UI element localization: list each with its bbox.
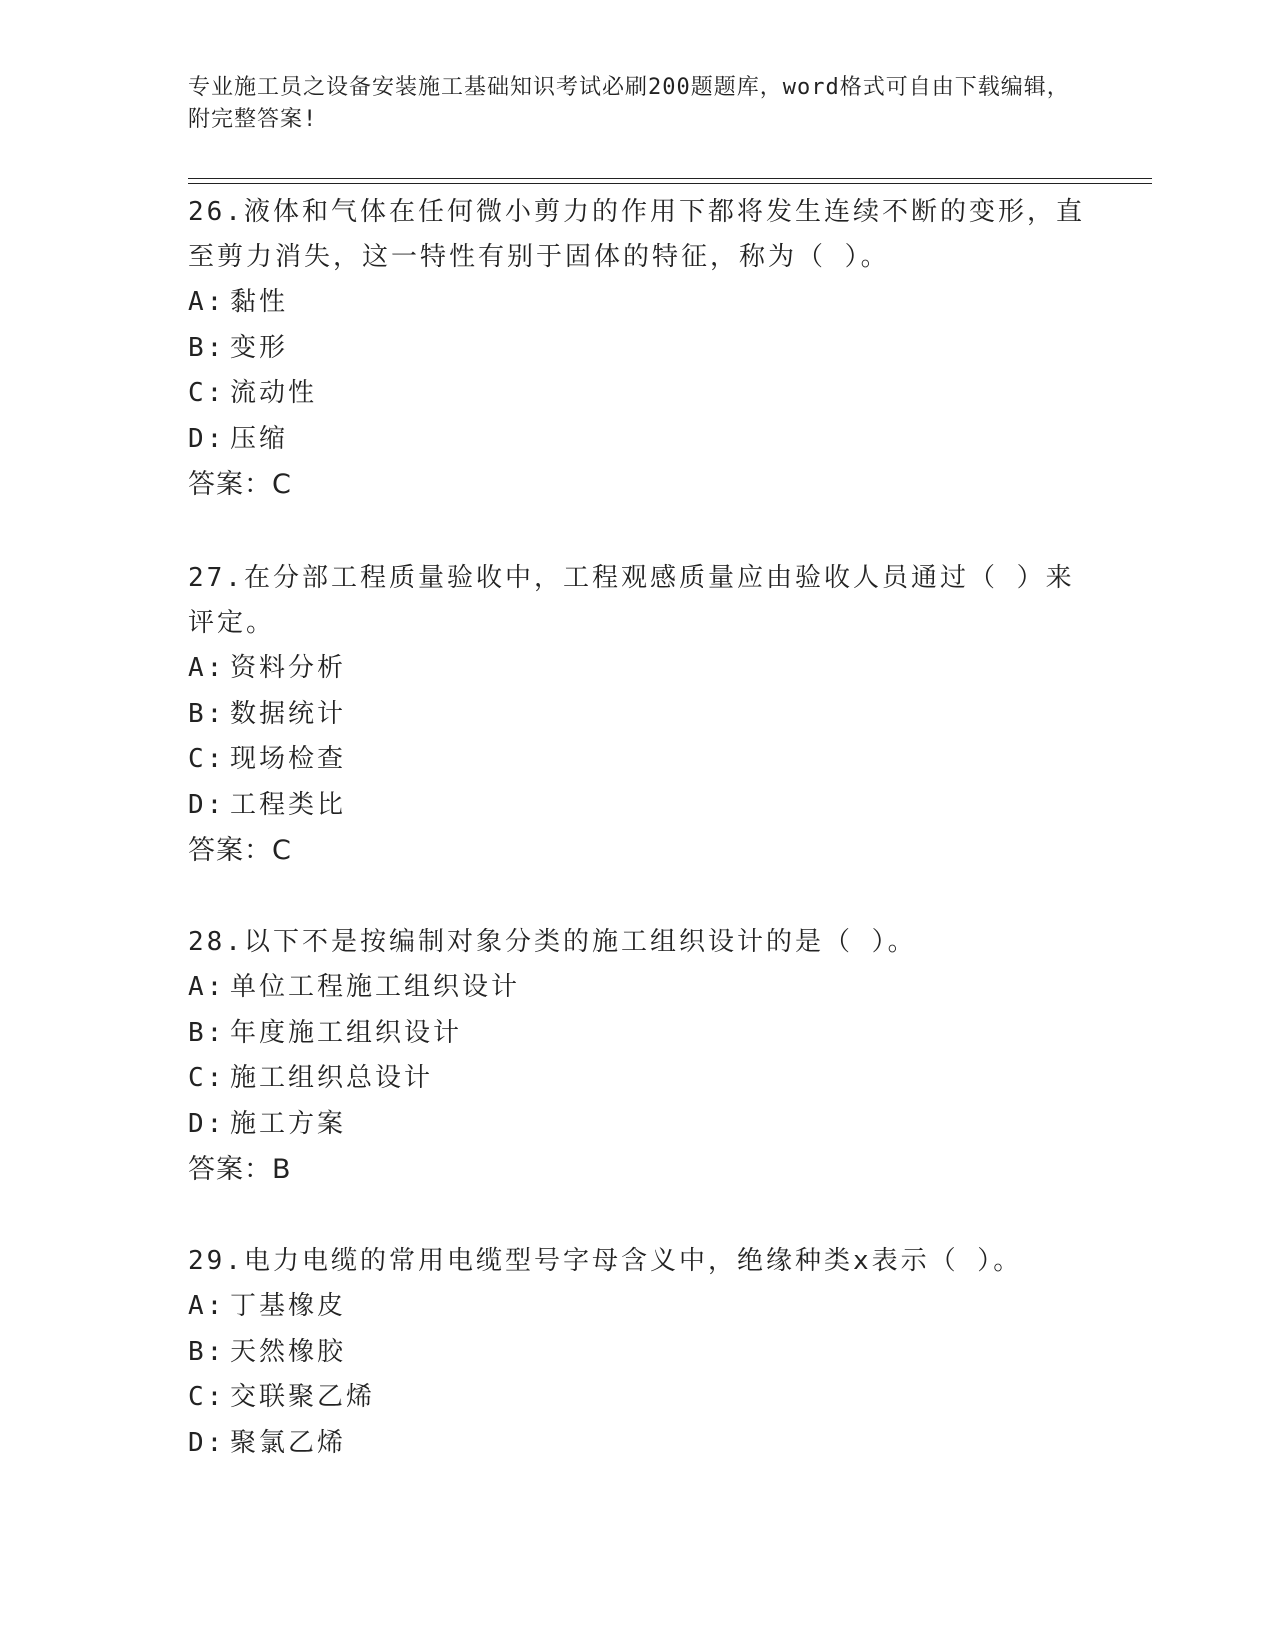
- option-text: 年度施工组织设计: [230, 1017, 463, 1048]
- option-letter: A:: [188, 653, 226, 683]
- option-letter: D:: [188, 1108, 226, 1139]
- option-c: [188, 1375, 1088, 1421]
- option-text: 黏性: [230, 287, 289, 317]
- option-text: 天然橡胶: [230, 1336, 347, 1367]
- option-letter: A:: [188, 287, 226, 317]
- question-29: [188, 1239, 1088, 1466]
- option-letter: C:: [188, 1382, 226, 1413]
- option-b: [188, 326, 1088, 372]
- option-text: 数据统计: [230, 698, 347, 729]
- option-letter: A:: [188, 972, 226, 1002]
- option-letter: D:: [188, 789, 226, 820]
- document-header: 专业施工员之设备安装施工基础知识考试必刷200题题库，word格式可自由下载编辑，附完整答案!: [188, 75, 1070, 132]
- option-letter: B:: [188, 698, 226, 729]
- option-d: [188, 783, 1088, 829]
- option-a: [188, 1284, 1088, 1330]
- option-letter: C:: [188, 1063, 226, 1094]
- option-b: [188, 1011, 1088, 1057]
- answer: 答案：B: [188, 1154, 292, 1186]
- question-stem: 28.以下不是按编制对象分类的施工组织设计的是（ ）。: [188, 927, 917, 957]
- question-stem: 27.在分部工程质量验收中，工程观感质量应由验收人员通过（ ）来评定。: [188, 563, 1075, 638]
- option-letter: D:: [188, 1427, 226, 1458]
- option-letter: D:: [188, 423, 226, 454]
- option-text: 现场检查: [230, 744, 347, 775]
- question-26: [188, 190, 1088, 508]
- option-d: [188, 1102, 1088, 1148]
- option-text: 工程类比: [230, 789, 347, 820]
- option-d: [188, 417, 1088, 463]
- option-b: [188, 692, 1088, 738]
- question-28: [188, 920, 1088, 1193]
- option-c: [188, 737, 1088, 783]
- option-c: [188, 371, 1088, 417]
- answer: 答案：C: [188, 469, 292, 501]
- option-text: 流动性: [230, 378, 318, 409]
- question-27: [188, 556, 1088, 874]
- option-text: 单位工程施工组织设计: [230, 972, 521, 1002]
- question-stem: 26.液体和气体在任何微小剪力的作用下都将发生连续不断的变形，直至剪力消失，这一特性有别于固体的特征，称为（ ）。: [188, 197, 1085, 272]
- option-text: 压缩: [230, 423, 289, 454]
- option-a: [188, 280, 1088, 326]
- option-text: 聚氯乙烯: [230, 1427, 347, 1458]
- option-d: [188, 1421, 1088, 1467]
- option-letter: B:: [188, 1336, 226, 1367]
- question-stem: 29.电力电缆的常用电缆型号字母含义中，绝缘种类x表示（ ）。: [188, 1246, 1023, 1276]
- option-letter: B:: [188, 332, 226, 363]
- option-text: 资料分析: [230, 653, 347, 683]
- option-c: [188, 1056, 1088, 1102]
- option-a: [188, 646, 1088, 692]
- option-text: 施工组织总设计: [230, 1063, 434, 1094]
- option-letter: C:: [188, 744, 226, 775]
- option-text: 施工方案: [230, 1108, 347, 1139]
- option-a: [188, 965, 1088, 1011]
- option-letter: C:: [188, 378, 226, 409]
- option-letter: A:: [188, 1291, 226, 1321]
- option-b: [188, 1330, 1088, 1376]
- header-divider-bottom: [188, 183, 1152, 184]
- answer: 答案：C: [188, 835, 292, 867]
- header-divider-top: [188, 178, 1152, 179]
- option-text: 丁基橡皮: [230, 1291, 347, 1321]
- option-text: 变形: [230, 332, 289, 363]
- option-text: 交联聚乙烯: [230, 1382, 376, 1413]
- option-letter: B:: [188, 1017, 226, 1048]
